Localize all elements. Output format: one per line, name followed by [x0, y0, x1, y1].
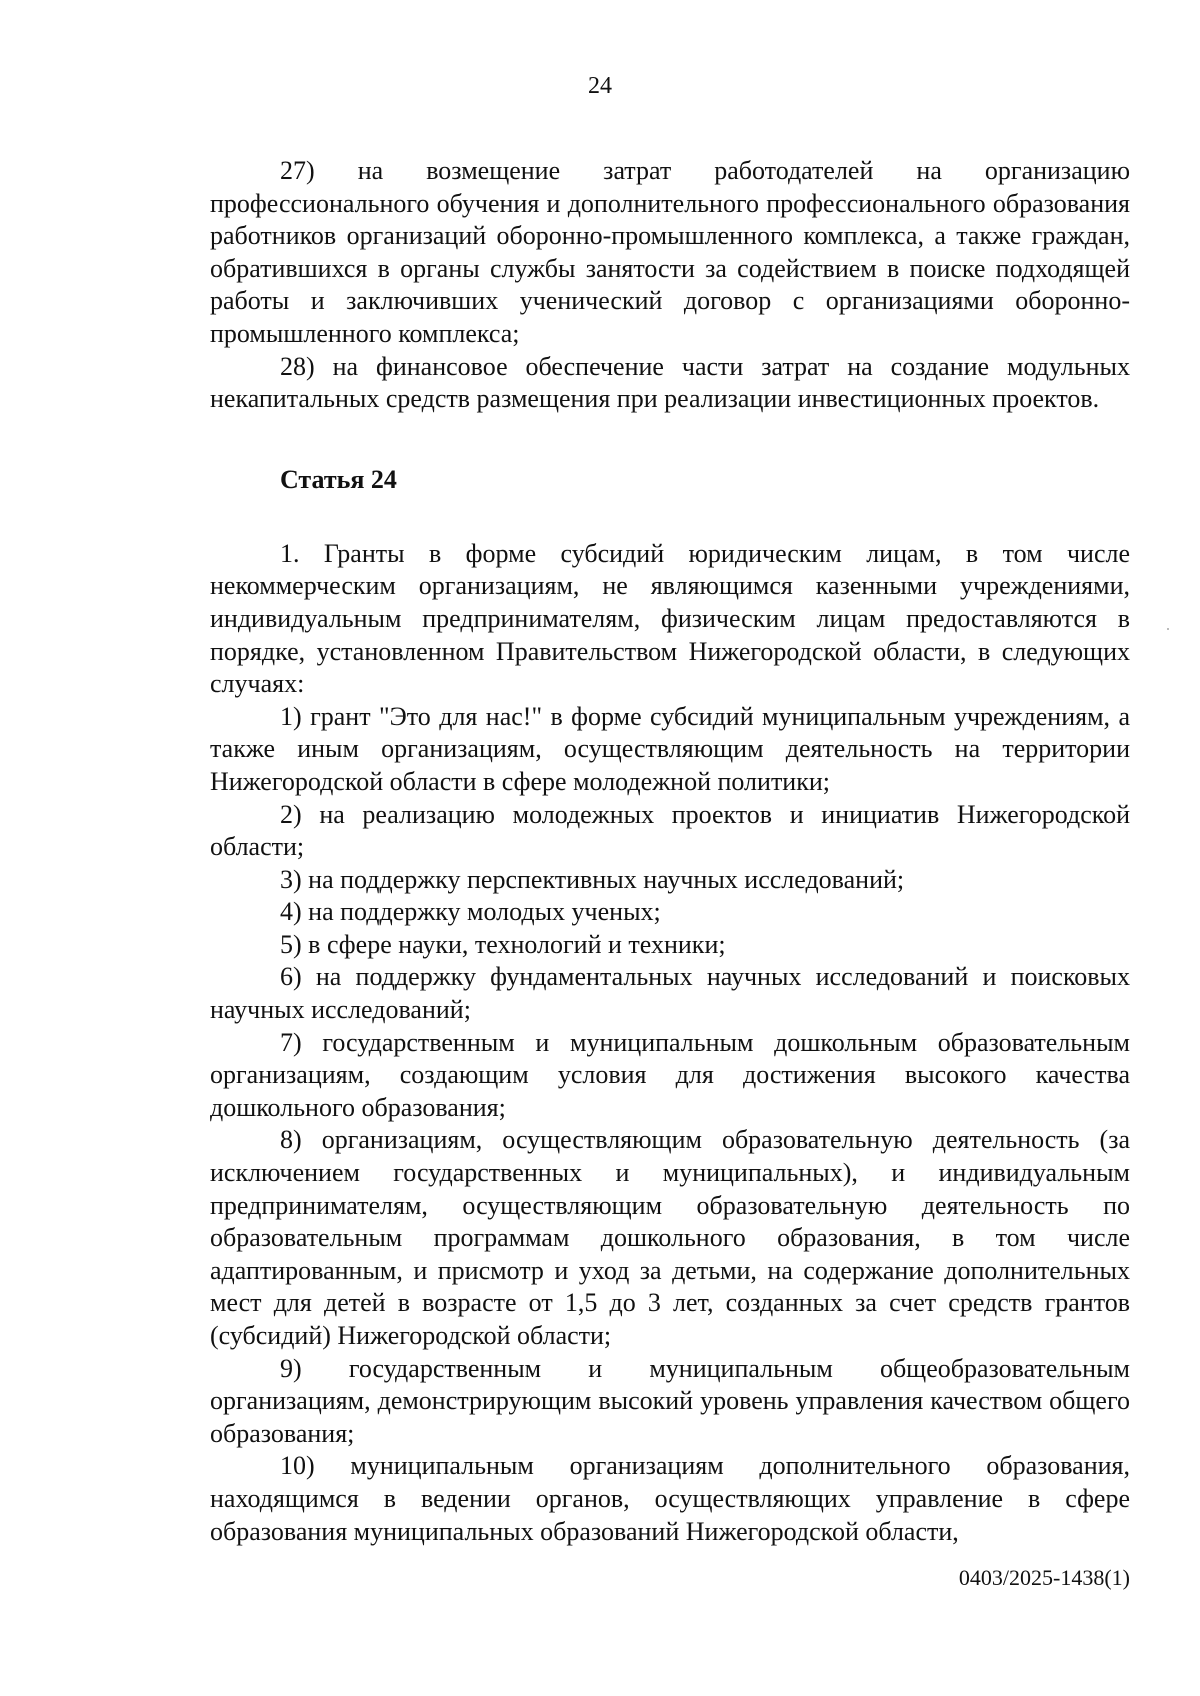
list-item-27 — [210, 155, 1130, 351]
item-text: государственным и муниципальным дошкольным образовательным организациям, создающим условия для достижения высокого качества дошкольного образования; — [210, 1027, 1131, 1122]
list-item-4 — [210, 896, 1130, 929]
list-item-8 — [210, 1124, 1130, 1352]
item-number: 6) — [280, 962, 302, 992]
item-number: 27) — [280, 156, 315, 185]
item-text: грант "Это для нас!" в форме субсидий муниципальным учреждениям, а также иным организациям, осуществляющим деятельность на территории Нижегородской области в сфере молодежной политики; — [210, 701, 1130, 796]
item-number: 28) — [280, 351, 315, 381]
list-item-6 — [210, 961, 1130, 1026]
item-number: 9) — [280, 1353, 302, 1383]
item-text: на финансовое обеспечение части затрат на создание модульных некапитальных средств размещения при реализации инвестиционных проектов. — [210, 351, 1131, 414]
item-text: в сфере науки, технологий и техники; — [308, 929, 726, 959]
item-text: на поддержку молодых ученых; — [308, 897, 661, 927]
item-text: на возмещение затрат работодателей на организацию профессионального обучения и дополнительного профессионального образования работников организаций оборонно-промышленного комплекса, а также граждан, обратившихся в органы службы занятости за содействием в поиске подходящей работы и заключивших ученический договор с организациями оборонно-промышленного комплекса; — [210, 156, 1130, 348]
scan-speck — [1167, 628, 1169, 630]
item-text: Гранты в форме субсидий юридическим лицам, в том числе некоммерческим организациям, не являющимся казенными учреждениями, индивидуальным предпринимателям, физическим лицам предоставляются в порядке, установленном Правительством Нижегородской области, в следующих случаях: — [210, 538, 1131, 699]
item-text: муниципальным организациям дополнительного образования, находящимся в ведении органов, осуществляющих управление в сфере образования муниципальных образований Нижегородской области, — [210, 1451, 1130, 1546]
list-item-9 — [210, 1353, 1130, 1451]
item-number: 10) — [280, 1451, 315, 1481]
item-text: на реализацию молодежных проектов и инициатив Нижегородской области; — [210, 799, 1130, 862]
item-number: 2) — [280, 799, 302, 829]
item-number: 3) — [280, 864, 302, 894]
list-item-1 — [210, 701, 1130, 799]
item-text: государственным и муниципальным общеобразовательным организациям, демонстрирующим высокий уровень управления качеством общего образования; — [210, 1353, 1131, 1448]
list-item-7 — [210, 1027, 1130, 1125]
list-item-2 — [210, 799, 1130, 864]
list-item-10 — [210, 1450, 1130, 1548]
item-number: 1) — [280, 701, 302, 731]
spacer — [210, 496, 1130, 538]
item-text: на поддержку перспективных научных исследований; — [308, 864, 905, 894]
document-id: 0403/2025-1438(1) — [958, 1565, 1130, 1590]
clause-1 — [210, 538, 1130, 701]
item-number: 5) — [280, 929, 302, 959]
item-text: организациям, осуществляющим образовательную деятельность (за исключением государственных и муниципальных), и индивидуальным предпринимателям, осуществляющим образовательную деятельность по образовательным программам дошкольного образования, в том числе адаптированным, и присмотр и уход за детьми, на содержание дополнительных мест для детей в возрасте от 1,5 до 3 лет, созданных за счет средств грантов (субсидий) Нижегородской области; — [210, 1125, 1131, 1350]
item-number: 7) — [280, 1027, 302, 1057]
item-number: 1. — [280, 538, 300, 568]
list-item-28 — [210, 351, 1130, 416]
list-item-5 — [210, 929, 1130, 962]
spacer — [210, 416, 1130, 464]
item-text: на поддержку фундаментальных научных исследований и поисковых научных исследований; — [210, 962, 1131, 1025]
document-body — [210, 155, 1130, 1548]
list-item-3 — [210, 864, 1130, 897]
item-number: 8) — [280, 1125, 302, 1155]
article-heading: Статья 24 — [280, 464, 397, 494]
page-number: 24 — [588, 73, 612, 99]
item-number: 4) — [280, 897, 302, 927]
